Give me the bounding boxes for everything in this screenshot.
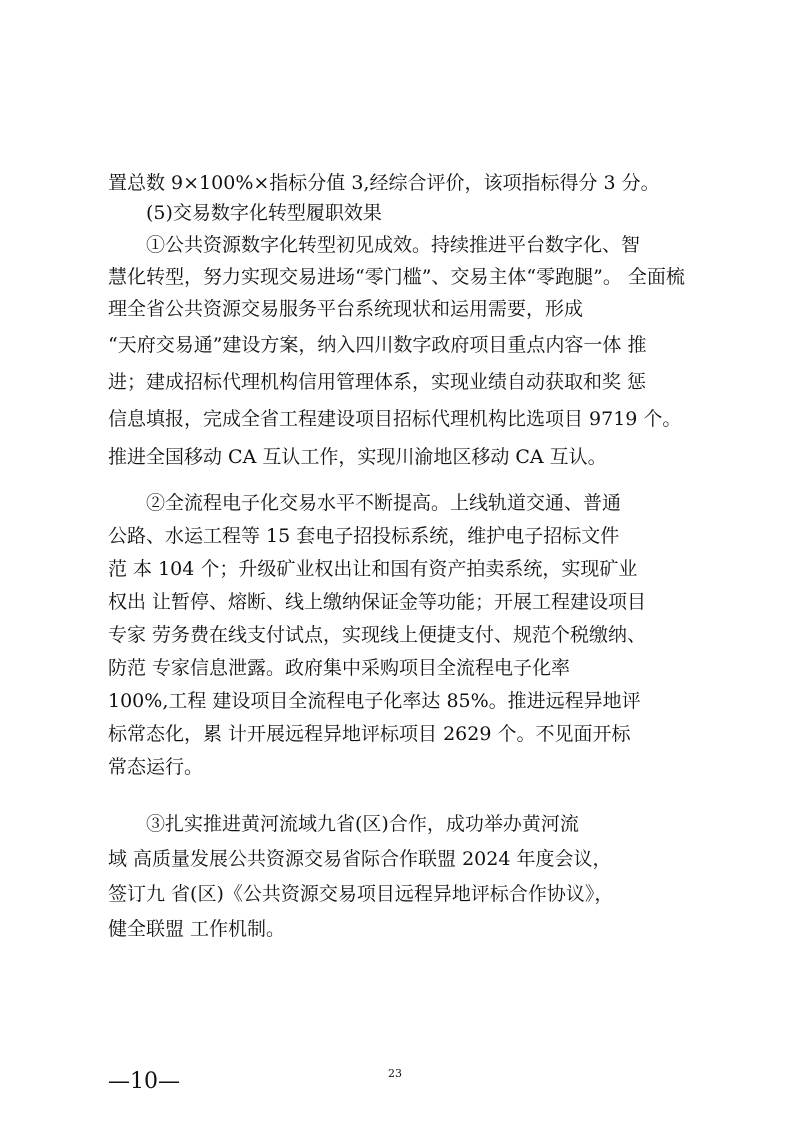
paragraph-line: ②全流程电子化交易水平不断提高。上线轨道交通、普通 [146,492,622,514]
paragraph-line: 100%,工程 建设项目全流程电子化率达 85%。推进远程异地评 [108,690,641,712]
page-number: 23 [388,1067,402,1080]
paragraph-line: 公路、水运工程等 15 套电子招投标系统，维护电子招标文件 [108,525,620,547]
paragraph-line: 信息填报，完成全省工程建设项目招标代理机构比选项目 9719 个。 [108,408,682,430]
paragraph-line: 常态运行。 [108,756,204,778]
paragraph-line: 置总数 9×100%×指标分值 3,经综合评价，该项指标得分 3 分。 [108,172,660,194]
paragraph-line: 慧化转型，努力实现交易进场“零门槛”、交易主体“零跑腿”。 全面梳 [108,266,685,288]
paragraph-line: 健全联盟 工作机制。 [108,918,286,940]
paragraph-line: 域 高质量发展公共资源交易省际合作联盟 2024 年度会议， [108,848,612,870]
paragraph-line: 推进全国移动 CA 互认工作，实现川渝地区移动 CA 互认。 [108,446,607,468]
section-heading: (5)交易数字化转型履职效果 [146,202,382,224]
paragraph-line: “天府交易通”建设方案，纳入四川数字政府项目重点内容一体 推 [108,334,647,356]
paragraph-line: ①公共资源数字化转型初见成效。持续推进平台数字化、智 [146,234,641,256]
paragraph-line: 进；建成招标代理机构信用管理体系，实现业绩自动获取和奖 惩 [108,371,647,393]
paragraph-line: ③扎实推进黄河流域九省(区)合作，成功举办黄河流 [146,813,579,835]
paragraph-line: 范 本 104 个；升级矿业权出让和国有资产拍卖系统，实现矿业 [108,558,638,580]
paragraph-line: 理全省公共资源交易服务平台系统现状和运用需要，形成 [108,298,584,320]
paragraph-line: 防范 专家信息泄露。政府集中采购项目全流程电子化率 [108,657,571,679]
page-label: —10— [108,1069,180,1094]
paragraph-line: 权出 让暂停、熔断、线上缴纳保证金等功能；开展工程建设项目 [108,591,647,613]
paragraph-line: 标常态化，累 计开展远程异地评标项目 2629 个。不见面开标 [108,723,631,745]
paragraph-line: 专家 劳务费在线支付试点，实现线上便捷支付、规范个税缴纳、 [108,624,647,646]
paragraph-line: 签订九 省(区)《公共资源交易项目远程异地评标合作协议》， [108,883,614,905]
